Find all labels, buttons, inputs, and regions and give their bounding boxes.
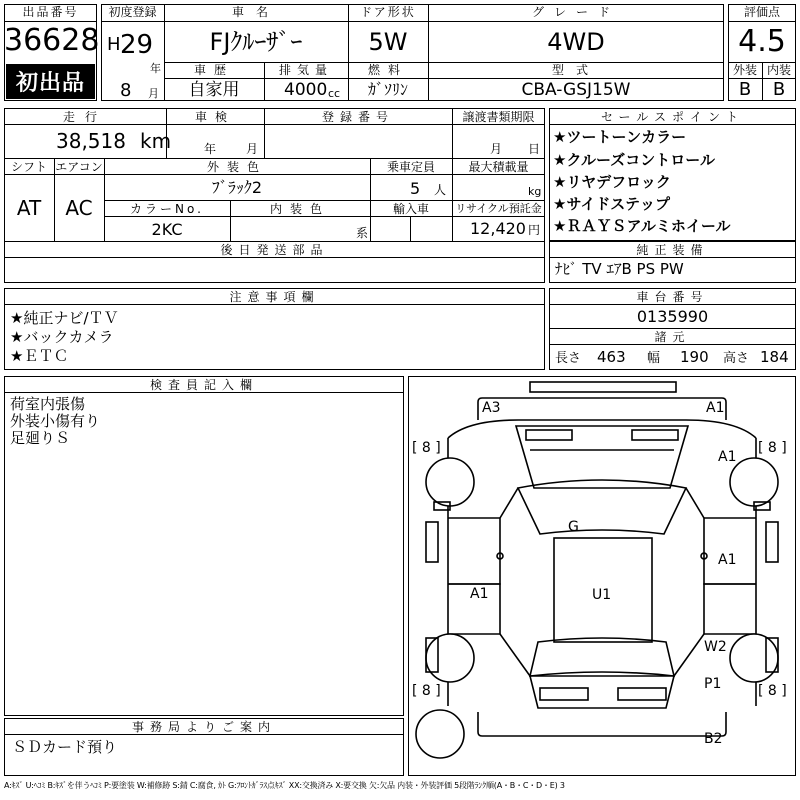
sales-point-item: ★クルーズコントロール	[553, 151, 715, 169]
grade-label: グレード	[531, 5, 620, 19]
displacement-unit: cc	[328, 87, 341, 100]
year-value: 29	[120, 30, 154, 60]
history-label: 車歴	[193, 63, 234, 77]
height-value: 184	[760, 348, 789, 366]
inspection-month-unit: 月	[246, 142, 259, 156]
interior-value: B	[772, 79, 786, 100]
inspection-label: 車検	[194, 110, 235, 124]
max-load-label: 最大積載量	[468, 160, 529, 174]
first-listing-badge: 初出品	[6, 64, 95, 99]
tire-label: [ 8 ]	[758, 440, 787, 456]
car-name-label: 車名	[231, 5, 280, 19]
transfer-docs-label: 譲渡書類期限	[462, 110, 535, 124]
damage-mark: B2	[704, 731, 723, 747]
equipment-value: ﾅﾋﾞ TV ｴｱB PS PW	[555, 260, 684, 278]
max-load-unit: kg	[528, 185, 542, 198]
sales-point-item: ★サイドステップ	[553, 195, 670, 213]
width-value: 190	[680, 348, 709, 366]
mileage-unit: km	[140, 129, 172, 153]
inspector-note: 足廻りＳ	[10, 429, 71, 447]
recycle-value: 12,420	[470, 219, 526, 238]
month-value: 8	[120, 80, 132, 101]
sales-point-item: ★リヤデフロック	[553, 173, 671, 191]
mileage-value: 38,518	[56, 129, 126, 153]
car-diagram	[408, 376, 796, 776]
width-label: 幅	[647, 351, 661, 366]
color-no-value: 2KC	[151, 220, 183, 239]
damage-mark: A1	[470, 586, 489, 602]
transfer-month-unit: 月	[490, 142, 503, 156]
fuel-label: 燃料	[367, 63, 408, 77]
capacity-label: 乗車定員	[386, 160, 435, 174]
year-unit: 年	[150, 62, 161, 75]
ext-color-value: ﾌﾞﾗｯｸ2	[211, 178, 263, 197]
capacity-value: 5	[410, 179, 421, 198]
history-value: 自家用	[188, 80, 240, 100]
int-color-unit: 系	[356, 226, 369, 240]
equipment-label: 純正装備	[636, 243, 709, 257]
recycle-unit: 円	[528, 223, 541, 237]
chassis-label: 車台番号	[636, 290, 709, 304]
caution-item: ★バックカメラ	[10, 328, 114, 346]
score-label: 評価点	[743, 5, 780, 19]
damage-mark: A1	[706, 400, 725, 416]
inspection-year-unit: 年	[204, 142, 217, 156]
tire-label: [ 8 ]	[412, 440, 441, 456]
reg-number-label: 登録番号	[321, 110, 394, 124]
lot-label: 出品番号	[22, 5, 79, 19]
damage-mark: G	[568, 519, 579, 535]
office-text: ＳＤカード預り	[12, 738, 118, 756]
displacement-value: 4000	[284, 80, 328, 100]
tire-label: [ 8 ]	[412, 683, 441, 699]
aircon-value: AC	[65, 196, 93, 220]
grade-value: 4WD	[547, 28, 605, 56]
sales-points-label: セールスポイント	[601, 110, 744, 124]
score-value: 4.5	[738, 24, 786, 59]
shift-value: AT	[16, 196, 42, 220]
exterior-value: B	[738, 79, 752, 100]
damage-mark: P1	[704, 676, 722, 692]
damage-mark: A1	[718, 552, 737, 568]
office-label: 事務局よりご案内	[131, 720, 276, 734]
shift-label: シフト	[10, 160, 47, 174]
color-no-label: カラーNo.	[130, 202, 204, 216]
int-color-label: 内装色	[269, 202, 330, 216]
height-label: 高さ	[723, 351, 750, 366]
lot-number: 36628	[4, 23, 100, 58]
chassis-value: 0135990	[636, 307, 709, 326]
inspector-note: 荷室内張傷	[10, 395, 86, 413]
ext-color-label: 外装色	[206, 160, 267, 174]
model-code-value: CBA-GSJ15W	[521, 80, 631, 100]
door-label: ドア形状	[360, 5, 416, 19]
month-unit: 月	[148, 87, 159, 100]
model-code-label: 型式	[551, 63, 600, 77]
interior-label: 内装	[766, 63, 791, 77]
damage-mark: A1	[718, 449, 737, 465]
damage-mark: W2	[704, 639, 727, 655]
era-letter: H	[107, 34, 121, 55]
caution-item: ★ＥＴＣ	[10, 347, 69, 365]
capacity-unit: 人	[434, 183, 447, 197]
damage-mark: U1	[592, 587, 612, 603]
aircon-label: エアコン	[55, 160, 103, 174]
car-name: FJｸﾙｰｻﾞｰ	[209, 28, 303, 56]
length-value: 463	[597, 348, 626, 366]
inspector-label: 検査員記入欄	[149, 378, 258, 392]
mileage-label: 走行	[62, 110, 107, 124]
sales-point-item: ★ツートーンカラー	[553, 128, 687, 146]
inspector-note: 外装小傷有り	[10, 412, 101, 430]
later-parts-label: 後日発送部品	[220, 243, 329, 257]
exterior-label: 外装	[732, 63, 757, 77]
import-label: 輸入車	[392, 202, 429, 216]
dims-label: 諸元	[654, 330, 691, 344]
fuel-value: ｶﾞｿﾘﾝ	[367, 80, 408, 99]
damage-mark: A3	[482, 400, 501, 416]
displacement-label: 排気量	[278, 63, 333, 77]
recycle-label: リサイクル預託金	[455, 202, 542, 215]
legend-text: A:ｷｽﾞ U:ﾍｺﾐ B:ｷｽﾞを伴うﾍｺﾐ P:要塗装 W:補修跡 S:錆 C:腐食, ｶﾄ G:ﾌﾛﾝﾄｶﾞﾗｽ点ｷｽﾞ XX:交換済み X:要交換 欠:欠品 内装・外装評価 5段階ﾗﾝｸ順(A・B・C・D・E) 3	[4, 781, 565, 790]
transfer-day-unit: 日	[528, 142, 541, 156]
caution-item: ★純正ナビ/ＴＶ	[10, 309, 119, 327]
first-reg-label: 初度登録	[108, 5, 157, 19]
door-value: 5W	[368, 28, 408, 56]
tire-label: [ 8 ]	[758, 683, 787, 699]
length-label: 長さ	[555, 351, 582, 366]
sales-point-item: ★ＲＡＹＳアルミホイール	[553, 217, 731, 235]
caution-label: 注意事項欄	[229, 290, 320, 304]
